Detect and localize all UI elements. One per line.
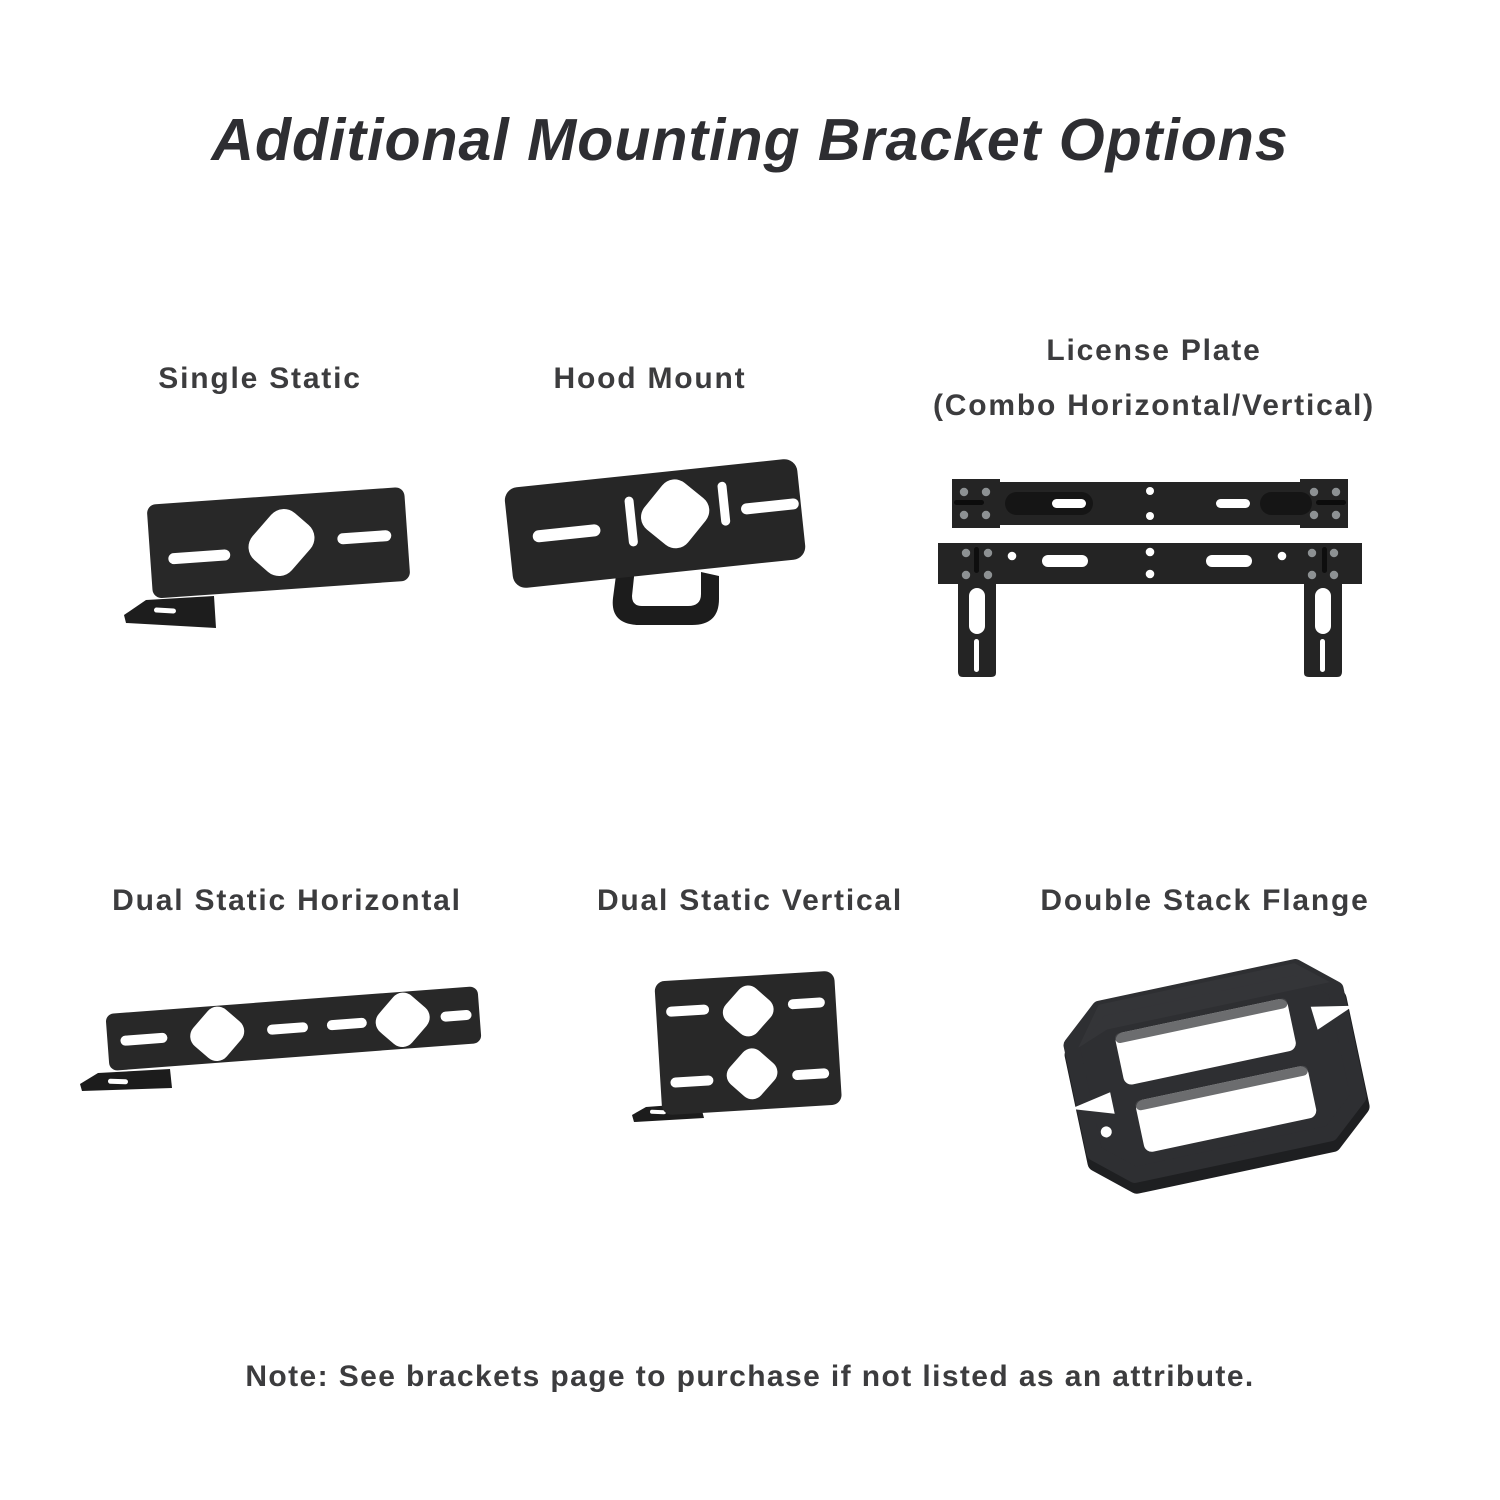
double-stack-flange-image	[1020, 938, 1420, 1223]
label-dual-static-horizontal: Dual Static Horizontal	[112, 884, 462, 917]
single-static-bracket-image	[110, 458, 440, 643]
label-double-stack-flange: Double Stack Flange	[1040, 884, 1370, 917]
license-plate-bracket-image	[930, 467, 1370, 682]
dual-static-vertical-bracket-image	[600, 948, 900, 1153]
dual-static-vertical-bracket-icon	[600, 948, 900, 1153]
footer-note: Note: See brackets page to purchase if not listed as an attribute.	[245, 1360, 1255, 1393]
license-plate-bracket-icon	[930, 467, 1370, 682]
hood-mount-bracket-image	[480, 428, 830, 643]
label-license-plate-line1: License Plate	[1046, 334, 1262, 367]
double-stack-flange-icon	[1020, 938, 1420, 1223]
label-license-plate-line2: (Combo Horizontal/Vertical)	[933, 389, 1375, 423]
dual-static-horizontal-bracket-image	[70, 958, 510, 1138]
label-single-static: Single Static	[158, 362, 362, 395]
hood-mount-bracket-icon	[480, 428, 830, 643]
label-hood-mount: Hood Mount	[553, 362, 747, 395]
single-static-bracket-icon	[110, 458, 440, 643]
dual-static-horizontal-bracket-icon	[70, 958, 510, 1138]
page-title: Additional Mounting Bracket Options	[211, 107, 1289, 173]
label-license-plate	[878, 323, 1430, 433]
label-dual-static-vertical: Dual Static Vertical	[596, 884, 904, 917]
